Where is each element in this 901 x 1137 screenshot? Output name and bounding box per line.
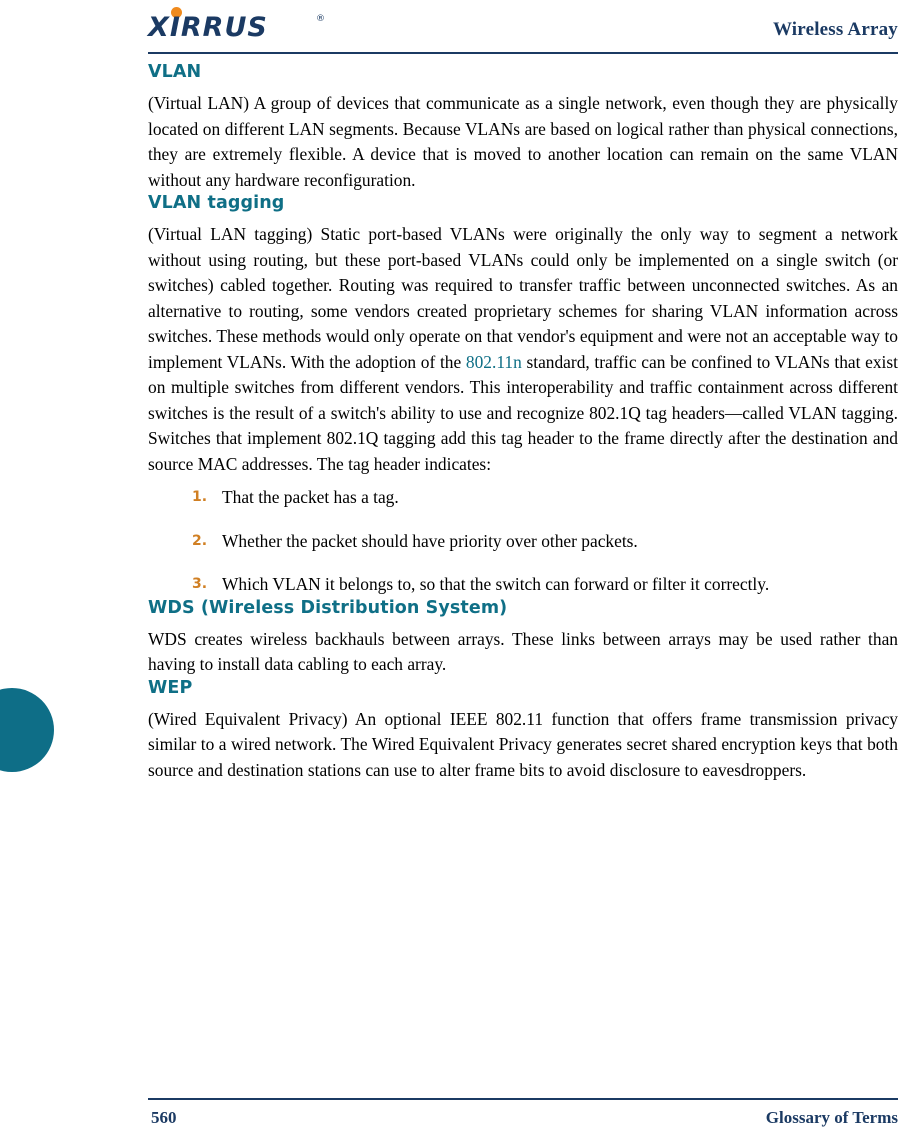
section-body-wep: (Wired Equivalent Privacy) An optional IEEE 802.11 function that offers frame transmission privacy similar to a wired network. The Wired Equivalent Privacy generates secret shared encryption keys that both source and destination stations can use to alter frame bits to avoid disclosure to eavesdroppers. — [148, 708, 898, 780]
section-body-wds: WDS creates wireless backhauls between arrays. These links between arrays may be used rather than having to install data cabling to each array. — [148, 628, 898, 674]
tag-header-list — [148, 485, 898, 598]
section-heading-vlan: VLAN — [148, 62, 202, 82]
list-item-text: Whether the packet should have priority over other packets. — [222, 530, 638, 551]
section-body-vlan-tagging — [148, 222, 898, 477]
list-item — [148, 485, 898, 511]
side-tab-decoration — [0, 688, 54, 772]
header-title: Wireless Array — [772, 19, 898, 40]
page-content — [148, 62, 898, 783]
list-item — [148, 572, 898, 598]
list-item — [148, 529, 898, 555]
xirrus-logo — [148, 6, 338, 44]
footer-divider — [148, 1098, 898, 1100]
section-heading-vlan-tagging: VLAN tagging — [148, 193, 285, 213]
list-item-text: Which VLAN it belongs to, so that the switch can forward or filter it correctly. — [222, 574, 770, 594]
section-body-vlan: (Virtual LAN) A group of devices that communicate as a single network, even though they are physically located on different LAN segments. Because VLANs are based on logical rather than physical connections, they are extremely flexible. A device that is moved to another location can remain on the same VLAN without any hardware reconfiguration. — [148, 93, 898, 190]
list-item-number: 1. — [192, 489, 208, 505]
footer-page-number: 560 — [151, 1108, 177, 1127]
logo-wordmark: XIRRUS — [148, 12, 268, 43]
logo-registered-mark: ® — [316, 14, 325, 24]
link-802-11n[interactable]: 802.11n — [465, 351, 522, 372]
section-heading-wep: WEP — [148, 677, 193, 698]
list-item-number: 3. — [192, 576, 208, 592]
vlan-tagging-text-part1: (Virtual LAN tagging) Static port-based VLANs were originally the only way to segment a network without using routing, but these port-based VLANs could only be implemented on a single switch (or switches) cabled together. Routing was required to transfer traffic between unconnected switches. As an alternative to routing, some vendors created proprietary schemes for sharing VLAN information across switches. These methods would only operate on that vendor's equipment and were not an acceptable way to implement VLANs. With the adoption of the — [148, 224, 898, 372]
page-header — [0, 0, 901, 58]
section-heading-wds: WDS (Wireless Distribution System) — [148, 597, 508, 618]
list-item-number: 2. — [192, 532, 208, 549]
vlan-tagging-text-part2: standard, traffic can be confined to VLANs that exist on multiple switches from different vendors. This interoperability and traffic containment across different switches is the result of a switch's ability to use and recognize 802.1Q tag headers—called VLAN tagging. Switches that implement 802.1Q tagging add this tag header to the frame directly after the destination and source MAC addresses. The tag header indicates: — [148, 351, 898, 474]
list-item-text: That the packet has a tag. — [222, 487, 399, 507]
header-divider — [148, 52, 898, 54]
footer-section-label: Glossary of Terms — [765, 1108, 898, 1127]
